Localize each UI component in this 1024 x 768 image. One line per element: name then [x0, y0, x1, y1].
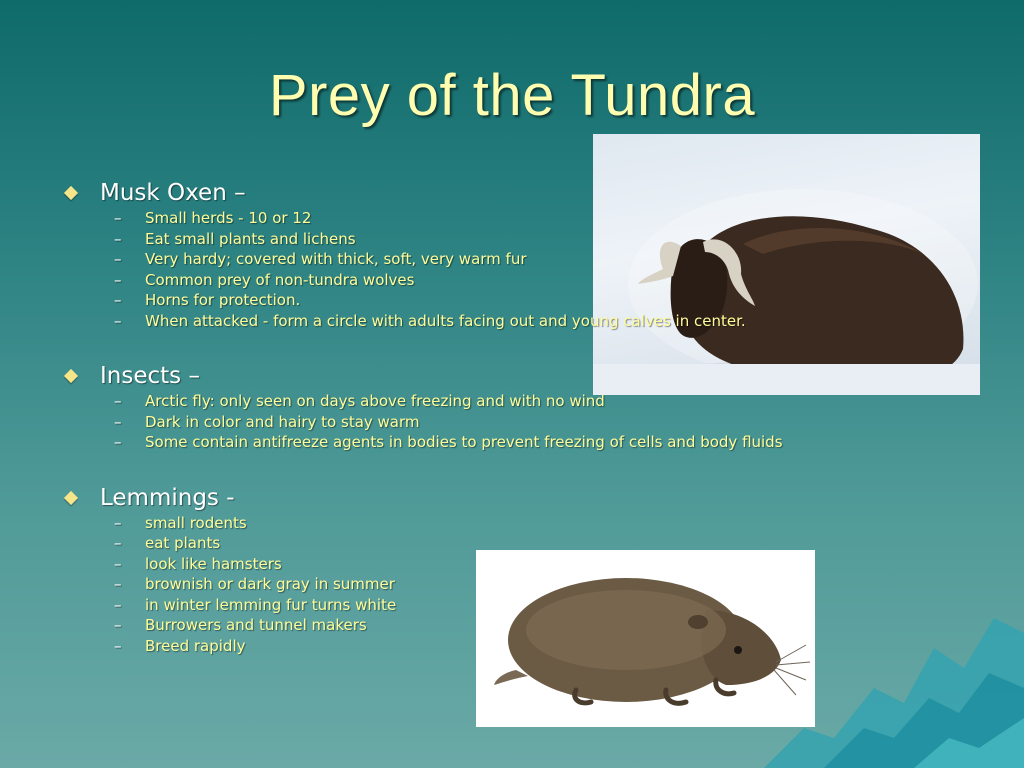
sub-list [62, 391, 922, 453]
diamond-bullet-icon [64, 369, 78, 383]
heading-text: Lemmings - [100, 484, 235, 511]
item-text: Dark in color and hairy to stay warm [145, 412, 420, 431]
list-item [62, 554, 922, 575]
list-item [62, 513, 922, 534]
item-text: brownish or dark gray in summer [145, 575, 395, 593]
dash-bullet: – [114, 209, 122, 227]
dash-bullet: – [114, 250, 122, 268]
item-text: Arctic fly: only seen on days above freezing and with no wind [145, 392, 605, 410]
item-text: small rodents [145, 513, 247, 532]
list-item [62, 412, 922, 433]
dash-bullet: – [114, 575, 122, 593]
heading-text: Musk Oxen – [100, 180, 246, 206]
list-item [62, 290, 922, 311]
list-item [62, 249, 922, 270]
item-text: look like hamsters [145, 554, 282, 573]
item-text: Common prey of non-tundra wolves [145, 270, 415, 289]
item-text: Eat small plants and lichens [145, 229, 356, 248]
list-item [62, 574, 922, 595]
section-insects [62, 361, 922, 453]
list-item [62, 595, 922, 616]
list-item [62, 533, 922, 554]
item-text: Breed rapidly [145, 636, 246, 655]
dash-bullet: – [114, 554, 122, 573]
dash-bullet: – [114, 616, 122, 634]
heading-text: Insects – [100, 363, 200, 389]
section-musk-oxen [62, 178, 922, 331]
dash-bullet: – [114, 229, 122, 248]
list-item [62, 229, 922, 250]
dash-bullet: – [114, 270, 122, 289]
dash-bullet: – [114, 433, 122, 451]
slide-title: Prey of the Tundra [268, 63, 756, 128]
item-text: Burrowers and tunnel makers [145, 616, 367, 634]
item-text: Horns for protection. [145, 291, 301, 309]
dash-bullet: – [114, 513, 122, 532]
item-text: Small herds - 10 or 12 [145, 209, 312, 227]
diamond-bullet-icon [64, 186, 78, 200]
dash-bullet: – [114, 595, 122, 614]
section-lemmings [62, 483, 922, 657]
bullet-content [62, 178, 922, 686]
item-text: in winter lemming fur turns white [145, 595, 397, 614]
item-text: Some contain antifreeze agents in bodies to prevent freezing of cells and body fluids [145, 433, 783, 451]
section-heading [62, 483, 922, 513]
dash-bullet: – [114, 534, 122, 552]
dash-bullet: – [114, 311, 122, 330]
item-text: Very hardy; covered with thick, soft, very warm fur [145, 250, 527, 268]
diamond-bullet-icon [64, 490, 78, 504]
section-heading [62, 361, 922, 391]
list-item [62, 432, 922, 453]
sub-list [62, 208, 922, 331]
list-item [62, 636, 922, 657]
list-item [62, 311, 922, 332]
dash-bullet: – [114, 392, 122, 410]
list-item [62, 615, 922, 636]
item-text: eat plants [145, 534, 221, 552]
list-item [62, 391, 922, 412]
list-item [62, 208, 922, 229]
dash-bullet: – [114, 412, 122, 431]
item-text: When attacked - form a circle with adults facing out and young calves in center. [145, 311, 746, 330]
dash-bullet: – [114, 636, 122, 655]
section-heading [62, 178, 922, 208]
list-item [62, 270, 922, 291]
dash-bullet: – [114, 291, 122, 309]
sub-list [62, 513, 922, 657]
